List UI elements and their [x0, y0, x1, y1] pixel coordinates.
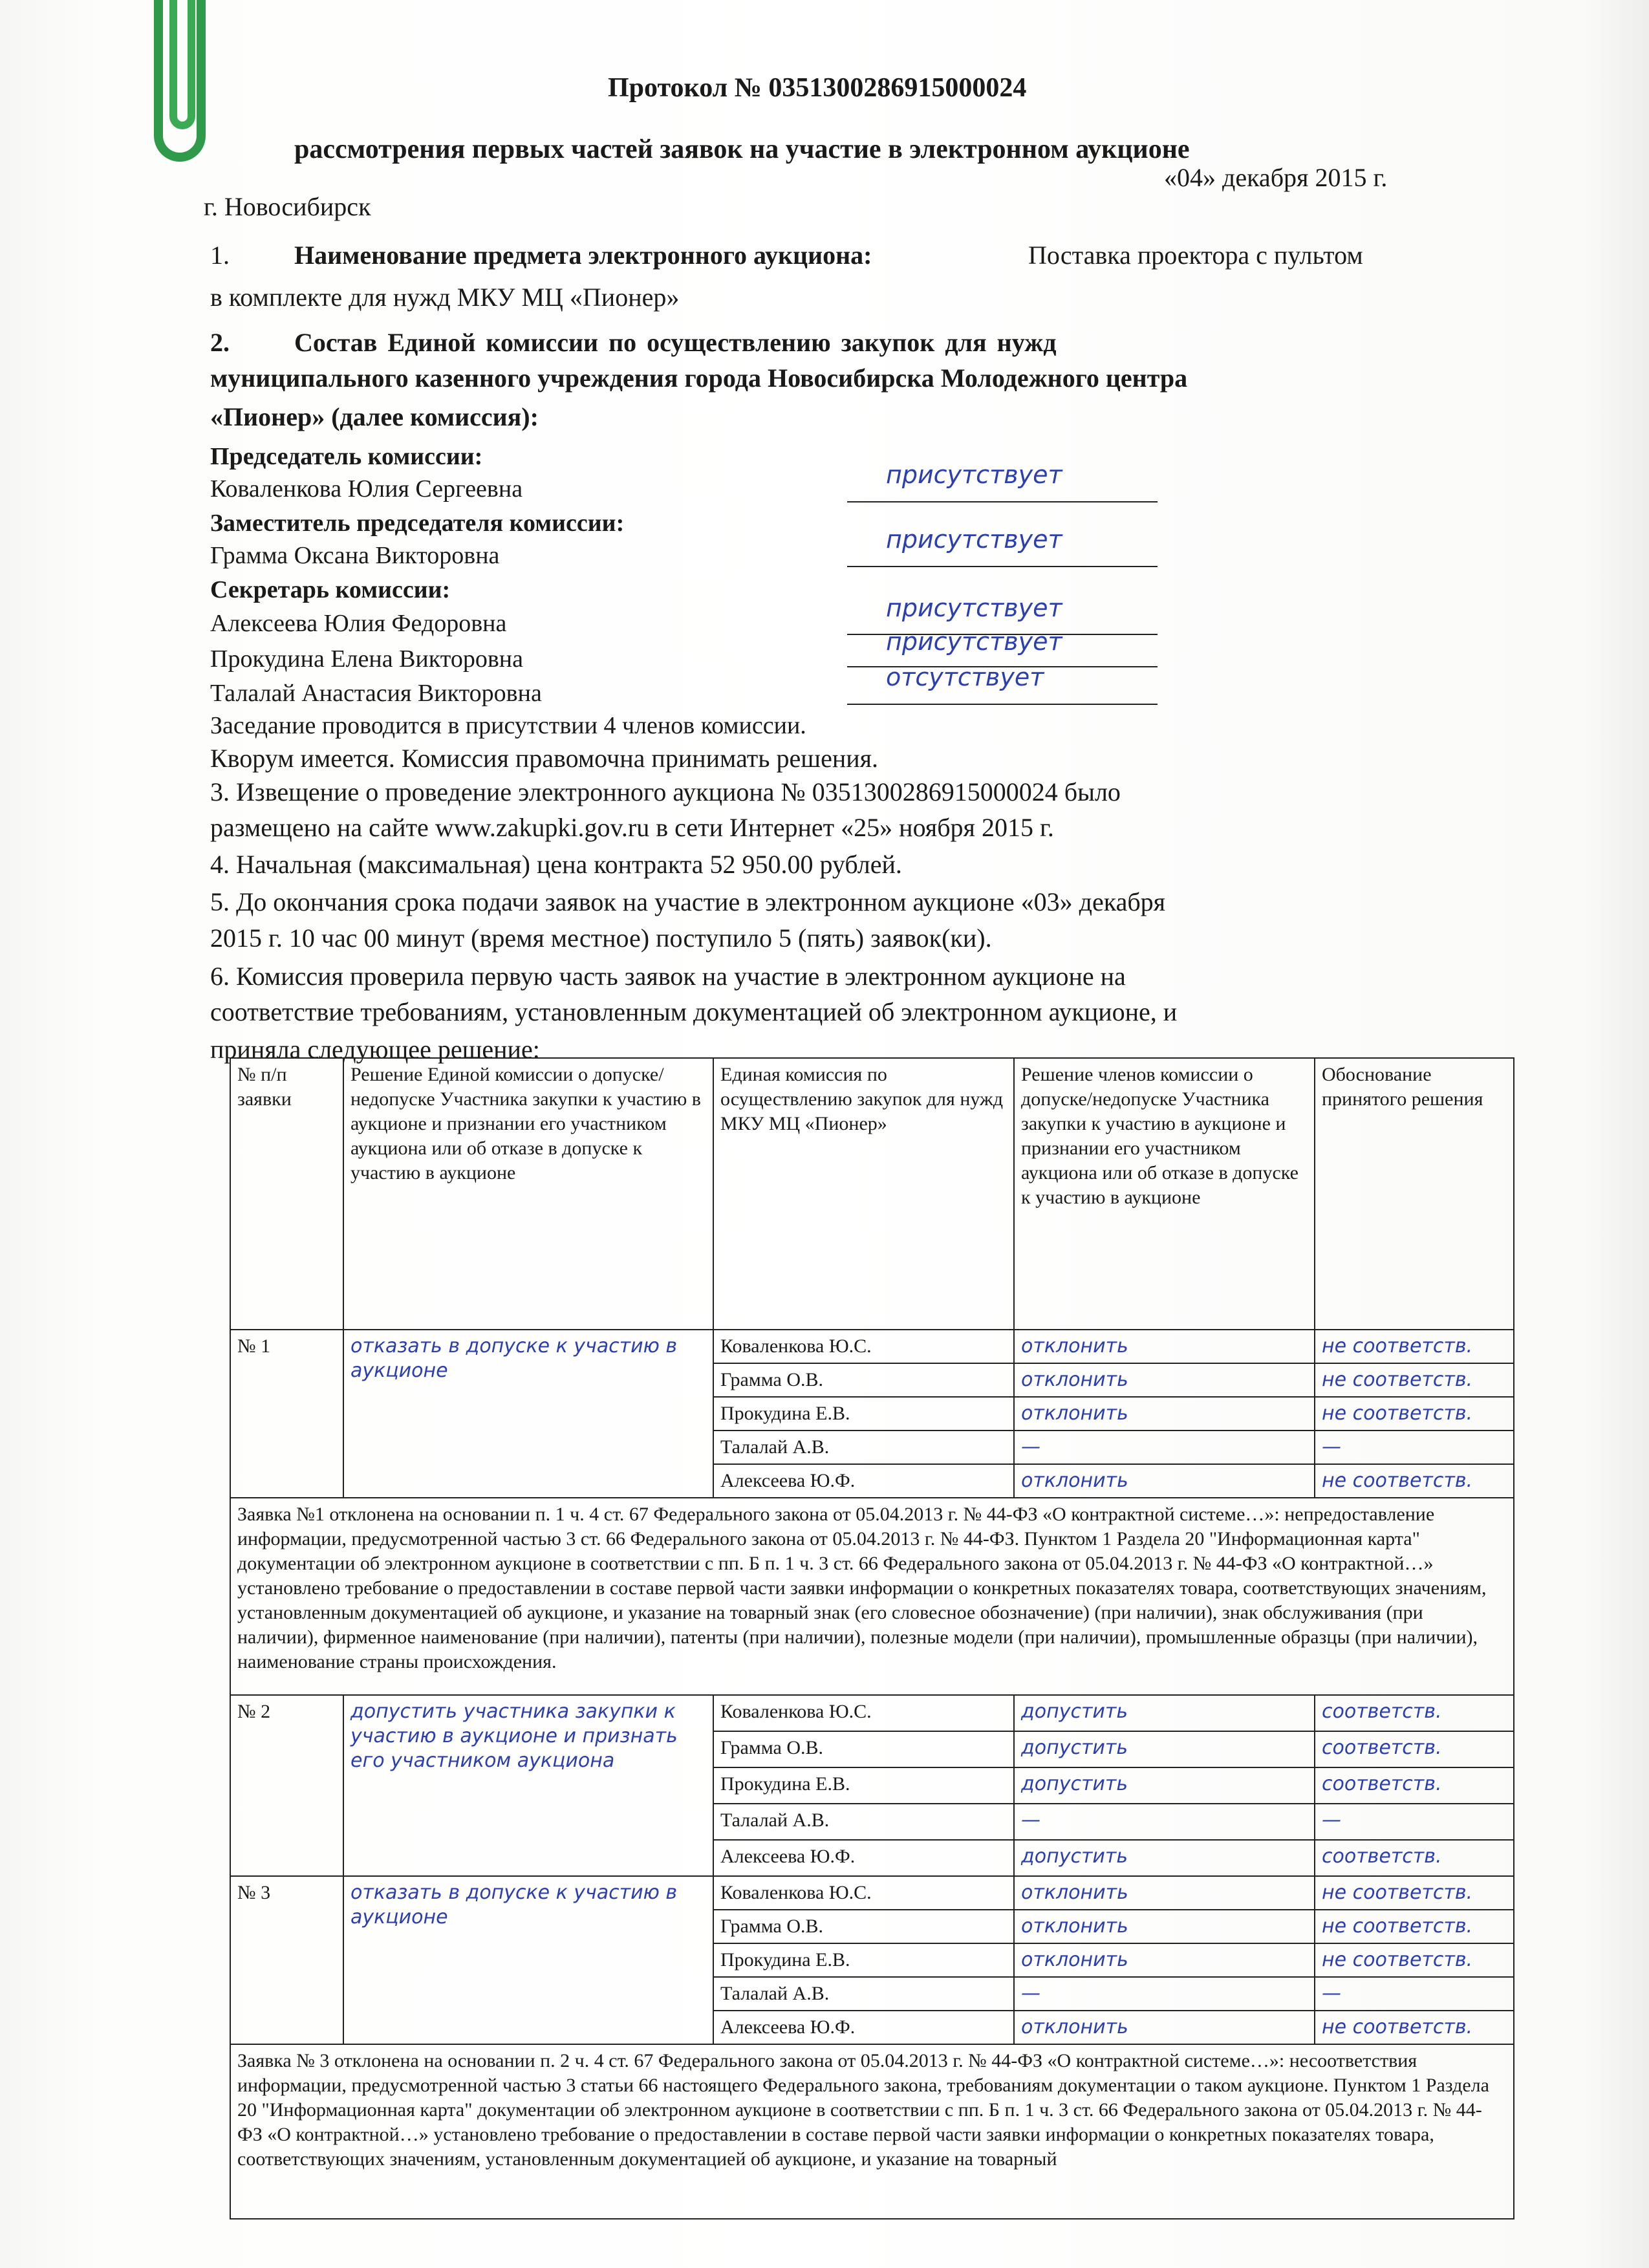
- section-1-text-cont: в комплекте для нужд МКУ МЦ «Пионер»: [210, 283, 680, 312]
- section-3-line-2: размещено на сайте www.zakupki.gov.ru в сети Интернет «25» ноября 2015 г.: [210, 813, 1054, 842]
- section-6-line-1: 6. Комиссия проверила первую часть заявок на участие в электронном аукционе на: [210, 962, 1126, 991]
- decisions-table: [230, 1057, 1514, 2219]
- quorum-statement: Кворум имеется. Комиссия правомочна принимать решения.: [210, 744, 879, 773]
- app-2-reason: соответств.: [1315, 1767, 1514, 1804]
- table-header-row: [230, 1058, 1514, 1330]
- app-3-vote: —: [1014, 1977, 1315, 2011]
- app-3-vote: отклонить: [1014, 1910, 1315, 1943]
- deputy-signature-line: [847, 566, 1158, 567]
- app-1-vote: отклонить: [1014, 1464, 1315, 1498]
- session-statement: Заседание проводится в присутствии 4 членов комиссии.: [210, 712, 806, 739]
- section-5-line-2: 2015 г. 10 час 00 минут (время местное) поступило 5 (пять) заявок(ки).: [210, 923, 992, 953]
- table-row: [230, 1330, 1514, 1363]
- table-row: [230, 1876, 1514, 1910]
- member-name: Прокудина Е.В.: [713, 1397, 1014, 1431]
- section-3-line-1: 3. Извещение о проведение электронного аукциона № 0351300286915000024 было: [210, 777, 1121, 806]
- chair-label: Председатель комиссии:: [210, 443, 483, 470]
- app-3-reason: не соответств.: [1315, 1910, 1514, 1943]
- app-2-reason: соответств.: [1315, 1840, 1514, 1876]
- section-2-number: 2.: [210, 328, 230, 357]
- app-1-decision-handwritten: отказать в допуске к участию в аукционе: [343, 1330, 713, 1498]
- member-4-name: Прокудина Елена Викторовна: [210, 645, 523, 673]
- app-2-reason: соответств.: [1315, 1731, 1514, 1767]
- chair-status-handwritten: присутствует: [886, 460, 1062, 489]
- app-2-reason: соответств.: [1315, 1695, 1514, 1731]
- section-4: 4. Начальная (максимальная) цена контракта 52 950.00 рублей.: [210, 850, 902, 879]
- header-app-number: № п/п заявки: [230, 1058, 343, 1330]
- app-3-vote: отклонить: [1014, 2011, 1315, 2044]
- app-1-number: № 1: [230, 1330, 343, 1498]
- app-1-reason: —: [1315, 1431, 1514, 1464]
- deputy-name: Грамма Оксана Викторовна: [210, 542, 500, 569]
- app-1-reason: не соответств.: [1315, 1464, 1514, 1498]
- app-2-vote: допустить: [1014, 1695, 1315, 1731]
- secretary-label: Секретарь комиссии:: [210, 576, 451, 603]
- member-name: Талалай А.В.: [713, 1977, 1014, 2011]
- member-5-signature-line: [847, 704, 1158, 705]
- section-2-line-1: Состав Единой комиссии по осуществлению закупок для нужд: [294, 328, 1057, 357]
- app-1-vote: отклонить: [1014, 1330, 1315, 1363]
- chair-signature-line: [847, 501, 1158, 502]
- app-2-vote: —: [1014, 1804, 1315, 1840]
- section-2-line-3: «Пионер» (далее комиссия):: [210, 402, 539, 431]
- app-2-vote: допустить: [1014, 1840, 1315, 1876]
- protocol-title: Протокол № 0351300286915000024: [608, 73, 1027, 103]
- app-1-vote: —: [1014, 1431, 1315, 1464]
- app-1-reason: не соответств.: [1315, 1397, 1514, 1431]
- app-2-vote: допустить: [1014, 1731, 1315, 1767]
- section-1-label: Наименование предмета электронного аукциона:: [294, 241, 872, 270]
- section-6-line-3: приняла следующее решение:: [210, 1035, 540, 1064]
- member-name: Алексеева Ю.Ф.: [713, 1464, 1014, 1498]
- app-3-rejection-note: Заявка № 3 отклонена на основании п. 2 ч. 4 ст. 67 Федерального закона от 05.04.2013 г. № 44-ФЗ «О контрактной системе…»: несоответствия информации, предусмотренной частью 3 статьи 66 настоящего Федерального закона, требованиям документации о таком аукционе. Пунктом 1 Раздела 20 "Информационная карта" документации об электронном аукционе в соответствии с пп. Б п. 1 ч. 3 ст. 66 Федерального закона от 05.04.2013 г. № 44-ФЗ «О контрактной…» установлено требование о предоставлении в составе первой части заявки информации о конкретных показателях товара, соответствующих значениям, установленным документацией об аукционе, и указание на товарный: [230, 2044, 1514, 2219]
- member-name: Талалай А.В.: [713, 1431, 1014, 1464]
- member-name: Прокудина Е.В.: [713, 1943, 1014, 1977]
- section-1-number: 1.: [210, 241, 230, 270]
- member-name: Талалай А.В.: [713, 1804, 1014, 1840]
- app-1-reason: не соответств.: [1315, 1330, 1514, 1363]
- member-3-status-handwritten: присутствует: [886, 594, 1062, 622]
- app-3-vote: отклонить: [1014, 1876, 1315, 1910]
- member-name: Алексеева Ю.Ф.: [713, 1840, 1014, 1876]
- app-3-reason: не соответств.: [1315, 2011, 1514, 2044]
- member-name: Коваленкова Ю.С.: [713, 1330, 1014, 1363]
- app-2-decision-handwritten: допустить участника закупки к участию в аукционе и признать его участником аукциона: [343, 1695, 713, 1876]
- paper-clip-inner-icon: [169, 0, 195, 129]
- member-4-status-handwritten: присутствует: [886, 627, 1062, 656]
- header-member-decision: Решение членов комиссии о допуске/недопуске Участника закупки к участию в аукционе и признании его участником аукциона или об отказе в допуске к участию в аукционе: [1014, 1058, 1315, 1330]
- member-name: Грамма О.В.: [713, 1731, 1014, 1767]
- member-name: Грамма О.В.: [713, 1363, 1014, 1397]
- member-name: Алексеева Ю.Ф.: [713, 2011, 1014, 2044]
- app-1-note-row: [230, 1498, 1514, 1695]
- app-3-number: № 3: [230, 1876, 343, 2044]
- section-5-line-1: 5. До окончания срока подачи заявок на участие в электронном аукционе «03» декабря: [210, 887, 1166, 916]
- deputy-status-handwritten: присутствует: [886, 525, 1062, 554]
- app-2-reason: —: [1315, 1804, 1514, 1840]
- section-1-text: Поставка проектора с пультом: [1028, 241, 1363, 270]
- table-row: [230, 1695, 1514, 1731]
- section-2-line-2: муниципального казенного учреждения города Новосибирска Молодежного центра: [210, 363, 1188, 393]
- protocol-date: «04» декабря 2015 г.: [1164, 163, 1388, 192]
- app-3-decision-handwritten: отказать в допуске к участию в аукционе: [343, 1876, 713, 2044]
- app-1-reason: не соответств.: [1315, 1363, 1514, 1397]
- app-3-note-row: [230, 2044, 1514, 2219]
- app-2-number: № 2: [230, 1695, 343, 1876]
- app-1-vote: отклонить: [1014, 1363, 1315, 1397]
- header-justification: Обоснование принятого решения: [1315, 1058, 1514, 1330]
- header-commission: Единая комиссия по осуществлению закупок для нужд МКУ МЦ «Пионер»: [713, 1058, 1014, 1330]
- protocol-subtitle: рассмотрения первых частей заявок на участие в электронном аукционе: [294, 135, 1190, 164]
- app-3-vote: отклонить: [1014, 1943, 1315, 1977]
- deputy-label: Заместитель председателя комиссии:: [210, 510, 625, 537]
- app-1-vote: отклонить: [1014, 1397, 1315, 1431]
- member-name: Грамма О.В.: [713, 1910, 1014, 1943]
- member-3-name: Алексеева Юлия Федоровна: [210, 610, 507, 637]
- member-name: Прокудина Е.В.: [713, 1767, 1014, 1804]
- app-3-reason: —: [1315, 1977, 1514, 2011]
- member-name: Коваленкова Ю.С.: [713, 1876, 1014, 1910]
- member-5-status-handwritten: отсутствует: [886, 663, 1044, 691]
- app-1-rejection-note: Заявка №1 отклонена на основании п. 1 ч. 4 ст. 67 Федерального закона от 05.04.2013 г. № 44-ФЗ «О контрактной системе…»: непредоставление информации, предусмотренной частью 3 ст. 66 Федерального закона от 05.04.2013 г. № 44-ФЗ. Пунктом 1 Раздела 20 "Информационная карта" документации об электронном аукционе в соответствии с пп. Б п. 1 ч. 3 ст. 66 Федерального закона от 05.04.2013 г. № 44-ФЗ «О контрактной…» установлено требование о предоставлении в составе первой части заявки информации о конкретных показателях товара, соответствующих значениям, установленным документацией об аукционе, и указание на товарный знак (его словесное обозначение) (при наличии), знак обслуживания (при наличии), фирменное наименование (при наличии), патенты (при наличии), полезные модели (при наличии), промышленные образцы (при наличии), наименование страны происхождения.: [230, 1498, 1514, 1695]
- app-3-reason: не соответств.: [1315, 1943, 1514, 1977]
- member-name: Коваленкова Ю.С.: [713, 1695, 1014, 1731]
- city: г. Новосибирск: [204, 192, 371, 221]
- member-5-name: Талалай Анастасия Викторовна: [210, 680, 542, 707]
- app-2-vote: допустить: [1014, 1767, 1315, 1804]
- app-3-reason: не соответств.: [1315, 1876, 1514, 1910]
- chair-name: Коваленкова Юлия Сергеевна: [210, 475, 523, 502]
- header-commission-decision: Решение Единой комиссии о допуске/недопуске Участника закупки к участию в аукционе и признании его участником аукциона или об отказе в допуске к участию в аукционе: [343, 1058, 713, 1330]
- section-6-line-2: соответствие требованиям, установленным документацией об электронном аукционе, и: [210, 997, 1178, 1026]
